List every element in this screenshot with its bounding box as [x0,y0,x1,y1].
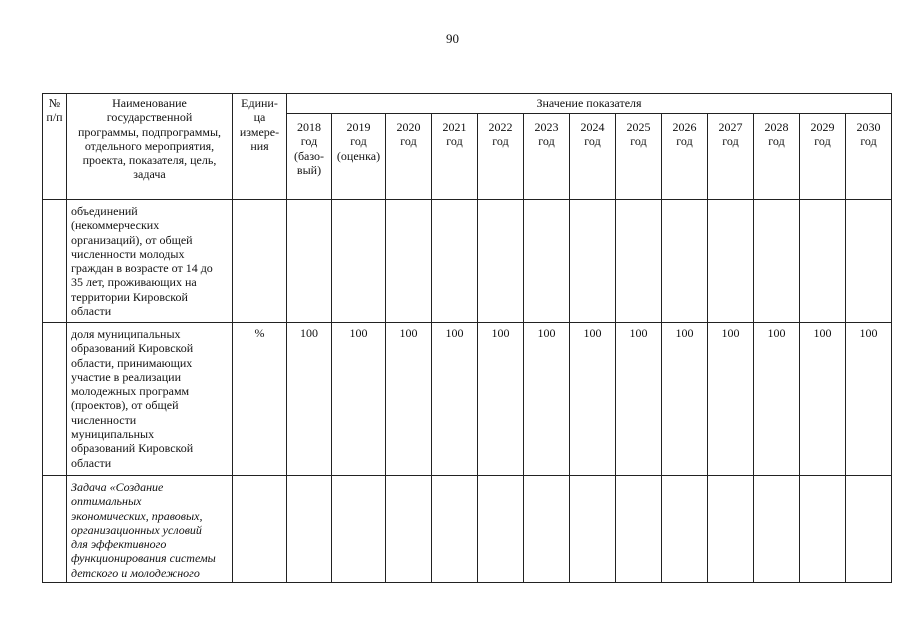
row-name-line: детского и молодежного [71,565,200,580]
row-value-cell: 100 [524,323,570,476]
row-number-cell [43,323,67,476]
header-name-label: проекта, показателя, цель, [82,153,217,168]
header-year-label: год [400,134,417,149]
header-year-label: 2023 [534,120,559,134]
row-name-line: численности [71,412,137,427]
header-name-label: отдельного мероприятия, [84,138,215,153]
row-value-cell [524,476,570,583]
indicators-table [42,93,892,583]
row-name-line: граждан в возрасте от 14 до [71,261,213,276]
header-year-label: 2024 [580,120,605,134]
header-year-label: год [722,134,739,149]
row-value-cell: 100 [478,323,524,476]
row-name-line: оптимальных [71,494,142,509]
header-year-cell [616,114,662,200]
row-value-cell [478,200,524,323]
header-unit-label: ния [250,138,269,153]
header-name-label: Наименование [112,96,187,110]
header-year-label: 2028 [764,120,789,134]
row-name-cell [67,476,233,583]
row-value-cell: 100 [662,323,708,476]
header-year-label: (базо- [293,148,325,163]
row-value-cell [616,476,662,583]
row-name-line: молодежных программ [71,384,190,399]
row-value-cell: 100 [287,323,332,476]
row-value-cell [846,476,892,583]
row-name-line: образований Кировской [71,341,194,356]
header-year-cell [332,114,386,200]
row-value-cell [432,476,478,583]
row-value-cell [662,200,708,323]
row-name-line: участие в реализации [71,369,181,384]
header-year-label: 2020 [396,120,421,134]
row-value-cell [478,476,524,583]
header-unit-cell [233,94,287,200]
header-unit-label: измере- [239,124,280,139]
header-year-cell [662,114,708,200]
row-name-line: численности молодых [71,246,185,261]
header-year-cell [524,114,570,200]
row-value-cell: 100 [708,323,754,476]
row-name-line: экономических, правовых, [71,508,203,523]
page-number: 90 [446,31,459,46]
header-year-label: год [300,134,318,149]
header-year-cell [287,114,332,200]
header-year-label: 2021 [442,120,467,134]
row-name-line: территории Кировской [71,289,188,304]
header-year-label: (оценка) [336,148,381,163]
row-value-cell [386,200,432,323]
header-year-label: 2027 [718,120,743,134]
header-year-label: 2018 [297,120,321,134]
header-unit-label: ца [253,110,266,125]
row-name-cell [67,200,233,323]
row-name-line: организаций), от общей [71,232,193,247]
row-number-cell [43,476,67,583]
table-row [43,323,892,476]
row-name-line: области [71,455,112,470]
row-name-line: для эффективного [71,537,167,552]
row-name-line: муниципальных [71,427,155,442]
row-value-cell [800,200,846,323]
header-year-cell [432,114,478,200]
row-number-cell [43,200,67,323]
row-unit-cell [233,200,287,323]
row-value-cell [754,476,800,583]
row-value-cell [800,476,846,583]
header-year-cell [570,114,616,200]
header-year-cell [846,114,892,200]
header-year-cell [754,114,800,200]
header-name-cell [67,94,233,200]
row-value-cell [287,200,332,323]
header-year-label: год [538,134,555,149]
row-value-cell: 100 [386,323,432,476]
header-name-label: задача [133,167,166,182]
header-year-cell [800,114,846,200]
row-value-cell [332,476,386,583]
header-year-label: 2022 [488,120,513,134]
header-number-label: п/п [46,110,63,125]
row-value-cell [332,200,386,323]
header-year-cell [478,114,524,200]
row-value-cell [570,200,616,323]
header-year-label: год [584,134,601,149]
row-value-cell [708,476,754,583]
row-value-cell: 100 [846,323,892,476]
header-year-cell [708,114,754,200]
row-name-line: функционирования системы [71,551,216,566]
header-year-label: год [492,134,509,149]
header-year-label: год [630,134,647,149]
row-value-cell [708,200,754,323]
table-row [43,476,892,583]
row-value-cell: 100 [432,323,478,476]
header-year-label: 2026 [672,120,697,134]
header-year-label: год [768,134,785,149]
row-value-cell [432,200,478,323]
header-year-label: год [446,134,463,149]
header-year-label: вый) [296,162,322,177]
header-number-label: № [48,96,61,110]
row-name-cell [67,323,233,476]
row-value-cell [846,200,892,323]
row-value-cell: 100 [570,323,616,476]
row-value-cell: 100 [332,323,386,476]
row-value-cell [524,200,570,323]
header-year-label: 2029 [810,120,835,134]
table-row [43,200,892,323]
row-name-line: (некоммерческих [71,218,160,233]
header-year-label: год [676,134,693,149]
row-value-cell [662,476,708,583]
header-number-cell [43,94,67,200]
row-value-cell [754,200,800,323]
header-unit-label: Едини- [241,96,278,110]
header-year-label: год [860,134,877,149]
row-name-line: области, принимающих [71,355,193,370]
row-value-cell [570,476,616,583]
header-values-label: Значение показателя [287,94,892,114]
row-value-cell [287,476,332,583]
row-name-line: образований Кировской [71,441,194,456]
row-value-cell: 100 [800,323,846,476]
header-year-label: год [814,134,831,149]
header-year-label: 2025 [626,120,651,134]
row-name-line: доля муниципальных [71,327,181,341]
row-name-line: организационных условий [71,522,202,537]
header-name-label: программы, подпрограммы, [77,124,222,139]
row-name-line: (проектов), от общей [71,398,179,413]
row-name-line: 35 лет, проживающих на [71,275,197,290]
row-value-cell [616,200,662,323]
row-value-cell: 100 [754,323,800,476]
header-year-label: 2030 [856,120,881,134]
row-value-cell [386,476,432,583]
row-unit-cell [233,476,287,583]
row-value-cell: 100 [616,323,662,476]
row-name-line: области [71,304,112,319]
header-name-label: государственной [106,110,193,125]
row-name-line: Задача «Создание [71,480,164,494]
header-year-label: 2019 [346,120,371,134]
header-year-label: год [350,134,367,149]
row-name-line: объединений [71,204,138,218]
row-unit-cell: % [233,323,287,476]
header-year-cell [386,114,432,200]
